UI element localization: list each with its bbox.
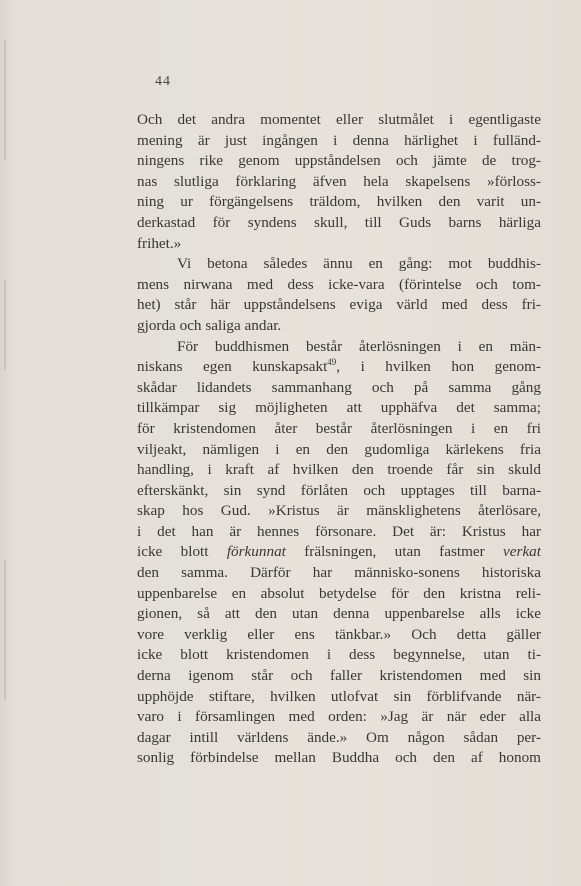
text-segment: mening är just ingången i denna härlighet i fulländ-: [137, 131, 541, 149]
text-line: [137, 748, 541, 769]
text-segment: niskans egen kunskapsakt: [137, 358, 328, 376]
text-segment: skådar lidandets sammanhang och på samma gång: [137, 378, 541, 396]
text-line: [137, 728, 541, 749]
text-segment: uppenbarelse en absolut betydelse för den kristna reli-: [137, 584, 541, 602]
text-segment: derkastad för syndens skull, till Guds barns härliga: [137, 213, 541, 231]
text-line: [137, 481, 541, 502]
text-segment: icke blott kristendomen i dess begynnelse, utan ti-: [137, 646, 541, 664]
text-segment: nas slutliga förklaring äfven hela skapelsens »förloss-: [137, 172, 541, 190]
text-segment: ningens rike genom uppståndelsen och jämte de trog-: [137, 152, 541, 170]
text-segment: viljeakt, nämligen i en den gudomliga kärlekens fria: [137, 440, 541, 458]
text-segment: efterskänkt, sin synd förlåten och upptages till barna-: [137, 481, 541, 499]
text-line: [137, 645, 541, 666]
text-line: [137, 295, 541, 316]
text-line: [137, 110, 541, 131]
text-line: [137, 666, 541, 687]
text-segment: i det han är hennes försonare. Det är: Kristus har: [137, 522, 541, 540]
text-segment: het) står här uppståndelsens eviga värld med dess fri-: [137, 296, 541, 314]
page-edge-shadow: [4, 560, 6, 700]
text-line: [137, 584, 541, 605]
text-line: [137, 687, 541, 708]
page-edge-shadow: [4, 40, 6, 160]
text-segment: , i hvilken hon genom-: [336, 358, 541, 376]
text-line: [137, 192, 541, 213]
text-line: [137, 172, 541, 193]
text-segment: handling, i kraft af hvilken den troende får sin skuld: [137, 461, 541, 479]
text-segment: gjorda och saliga andar.: [137, 316, 282, 334]
text-line: [137, 357, 541, 378]
text-line: [137, 501, 541, 522]
text-line: [137, 378, 541, 399]
text-line: [137, 522, 541, 543]
text-line: [137, 625, 541, 646]
text-line: [137, 337, 541, 358]
body-text: [137, 110, 541, 769]
text-line: [137, 234, 541, 255]
text-line: [137, 131, 541, 152]
text-segment: Vi betona således ännu en gång: mot buddhis-: [177, 255, 541, 273]
page-number: 44: [155, 74, 171, 89]
text-line: [137, 460, 541, 481]
text-segment: frälsningen, utan fastmer: [285, 543, 504, 561]
text-segment: vore verklig eller ens tänkbar.» Och detta gäller: [137, 625, 541, 643]
text-segment: För buddhismen består återlösningen i en män-: [177, 337, 541, 355]
text-line: [137, 604, 541, 625]
text-segment: icke blott: [137, 543, 227, 561]
text-segment: mens nirwana med dess icke-vara (förintelse och tom-: [137, 275, 541, 293]
emphasized-word: förkunnat: [226, 543, 286, 561]
text-segment: upphöjde stiftare, hvilken utlofvat sin förblifvande när-: [137, 687, 541, 705]
text-line: [137, 440, 541, 461]
text-segment: skap hos Gud. »Kristus är mänsklighetens återlösare,: [137, 502, 541, 520]
text-line: [137, 254, 541, 275]
text-line: [137, 398, 541, 419]
page-edge-shadow: [4, 280, 6, 370]
text-line: [137, 275, 541, 296]
text-line: [137, 563, 541, 584]
text-line: [137, 707, 541, 728]
text-line: [137, 542, 541, 563]
text-line: [137, 151, 541, 172]
text-segment: dagar intill världens ände.» Om någon sådan per-: [137, 728, 541, 746]
text-segment: frihet.»: [137, 234, 182, 252]
text-segment: den samma. Därför har människo-sonens historiska: [137, 564, 541, 582]
text-segment: Och det andra momentet eller slutmålet i egentligaste: [137, 111, 541, 128]
text-line: [137, 316, 541, 337]
text-line: [137, 213, 541, 234]
text-segment: ning ur förgängelsens träldom, hvilken den varit un-: [137, 193, 541, 211]
text-line: [137, 419, 541, 440]
emphasized-word: verkat: [503, 543, 541, 561]
footnote-reference: 49: [327, 357, 337, 368]
text-segment: varo i församlingen med orden: »Jag är när eder alla: [137, 708, 541, 726]
text-segment: sonlig förbindelse mellan Buddha och den af honom: [137, 749, 541, 767]
text-segment: tillkämpar sig möjligheten att upphäfva det samma;: [137, 399, 541, 417]
text-segment: derna igenom står och faller kristendomen med sin: [137, 667, 541, 685]
text-segment: gionen, så att den utan denna uppenbarelse alls icke: [137, 605, 541, 623]
text-segment: för kristendomen åter består återlösningen i en fri: [137, 419, 541, 437]
